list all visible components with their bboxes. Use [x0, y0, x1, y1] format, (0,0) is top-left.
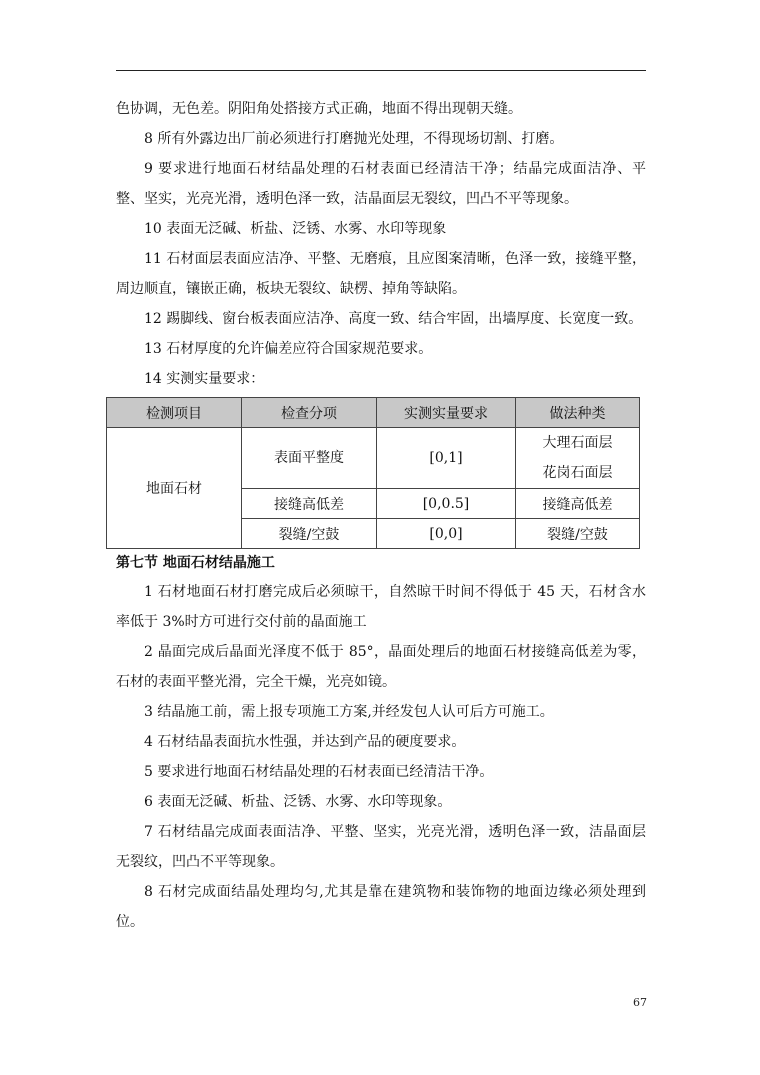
table-header-row — [107, 398, 640, 428]
table-cell-item: 地面石材 — [107, 428, 242, 549]
table-cell: 裂缝/空鼓 — [516, 519, 640, 549]
paragraph: 9 要求进行地面石材结晶处理的石材表面已经清洁干净；结晶完成面洁净、平整、坚实，光亮光滑，透明色泽一致，洁晶面层无裂纹，凹凸不平等现象。 — [116, 161, 646, 207]
table-header: 实测实量要求 — [377, 398, 516, 428]
paragraph: 8 石材完成面结晶处理均匀,尤其是靠在建筑物和装饰物的地面边缘必须处理到位。 — [116, 884, 646, 930]
paragraph: 6 表面无泛碱、析盐、泛锈、水雾、水印等现象。 — [144, 794, 452, 810]
table-header: 做法种类 — [516, 398, 640, 428]
section-title: 第七节 地面石材结晶施工 — [116, 555, 275, 571]
paragraph: 7 石材结晶完成面表面洁净、平整、坚实，光亮光滑，透明色泽一致，洁晶面层无裂纹，凹凸不平等现象。 — [116, 824, 646, 870]
paragraph: 色协调，无色差。阴阳角处搭接方式正确，地面不得出现朝天缝。 — [116, 101, 522, 117]
table-cell — [516, 428, 640, 489]
page-body — [116, 94, 646, 937]
table-cell: 裂缝/空鼓 — [242, 519, 377, 549]
method-line: 花岗石面层 — [542, 465, 613, 481]
method-line: 大理石面层 — [542, 435, 613, 451]
table-header: 检测项目 — [107, 398, 242, 428]
table-header: 检查分项 — [242, 398, 377, 428]
paragraph: 8 所有外露边出厂前必须进行打磨抛光处理，不得现场切割、打磨。 — [144, 131, 564, 147]
table-cell: [0,1] — [377, 428, 516, 489]
paragraph: 14 实测实量要求： — [144, 371, 265, 387]
page-number: 67 — [633, 996, 647, 1009]
paragraph: 2 晶面完成后晶面光泽度不低于 85°，晶面处理后的地面石材接缝高低差为零，石材的表面平整光滑，完全干燥，光亮如镜。 — [116, 644, 646, 690]
paragraph: 12 踢脚线、窗台板表面应洁净、高度一致、结合牢固，出墙厚度、长宽度一致。 — [144, 311, 643, 327]
table-cell: 表面平整度 — [242, 428, 377, 489]
table-cell: [0,0] — [377, 519, 516, 549]
paragraph: 13 石材厚度的允许偏差应符合国家规范要求。 — [144, 341, 433, 357]
table-cell: 接缝高低差 — [516, 489, 640, 519]
paragraph: 11 石材面层表面应洁净、平整、无磨痕，且应图案清晰，色泽一致，接缝平整，周边顺直，镶嵌正确，板块无裂纹、缺楞、掉角等缺陷。 — [116, 251, 646, 297]
paragraph: 10 表面无泛碱、析盐、泛锈、水雾、水印等现象 — [144, 221, 447, 237]
paragraph: 1 石材地面石材打磨完成后必须晾干，自然晾干时间不得低于 45 天，石材含水率低于 3%时方可进行交付前的晶面施工 — [116, 584, 646, 630]
table-row — [107, 428, 640, 489]
header-rule — [116, 70, 646, 71]
paragraph: 3 结晶施工前，需上报专项施工方案,并经发包人认可后方可施工。 — [144, 704, 554, 720]
table-cell: 接缝高低差 — [242, 489, 377, 519]
paragraph: 4 石材结晶表面抗水性强，并达到产品的硬度要求。 — [144, 734, 466, 750]
paragraph: 5 要求进行地面石材结晶处理的石材表面已经清洁干净。 — [144, 764, 494, 780]
measurement-table — [106, 397, 640, 549]
table-cell: [0,0.5] — [377, 489, 516, 519]
